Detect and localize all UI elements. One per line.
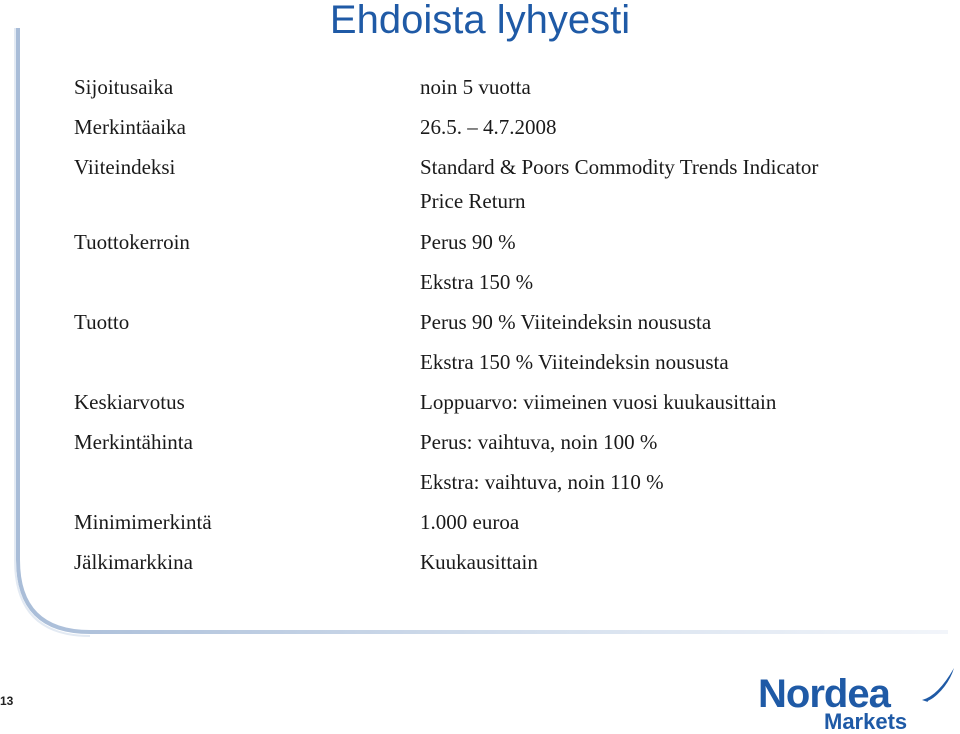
term-value-merkintaaika: 26.5. – 4.7.2008 [420,115,557,139]
term-label-sijoitusaika: Sijoitusaika [74,75,174,99]
page-title: Ehdoista lyhyesti [329,0,631,42]
term-value-tuottokerroin-line2: Ekstra 150 % [420,270,534,294]
term-value-sijoitusaika: noin 5 vuotta [420,75,531,99]
term-value-merkintahinta: Perus: vaihtuva, noin 100 % [420,430,658,454]
term-label-merkintaaika: Merkintäaika [74,115,186,139]
term-value-minimimerkinta: 1.000 euroa [420,510,520,534]
term-label-tuottokerroin: Tuottokerroin [74,230,190,254]
logo-brand-sub: Markets [824,709,908,734]
term-label-keskiarvotus: Keskiarvotus [74,390,185,414]
term-value-tuotto: Perus 90 % Viiteindeksin noususta [420,310,712,334]
term-label-jalkimarkkina: Jälkimarkkina [74,550,193,574]
term-label-viiteindeksi: Viiteindeksi [74,155,176,179]
page-number: 13 [0,694,14,708]
term-label-merkintahinta: Merkintähinta [74,430,193,454]
term-value-tuotto-line2: Ekstra 150 % Viiteindeksin noususta [420,350,729,374]
term-value-keskiarvotus: Loppuarvo: viimeinen vuosi kuukausittain [420,390,777,414]
nordea-markets-logo [758,666,958,734]
term-value-merkintahinta-line2: Ekstra: vaihtuva, noin 110 % [420,470,664,494]
term-value-jalkimarkkina: Kuukausittain [420,550,538,574]
term-value-viiteindeksi-line2: Price Return [420,189,526,213]
term-value-tuottokerroin: Perus 90 % [420,230,516,254]
sail-logo-icon [918,666,958,706]
term-value-viiteindeksi: Standard & Poors Commodity Trends Indicator [420,155,819,179]
logo-brand-name: Nordea [758,672,890,716]
term-label-minimimerkinta: Minimimerkintä [74,510,212,534]
term-label-tuotto: Tuotto [74,310,130,334]
